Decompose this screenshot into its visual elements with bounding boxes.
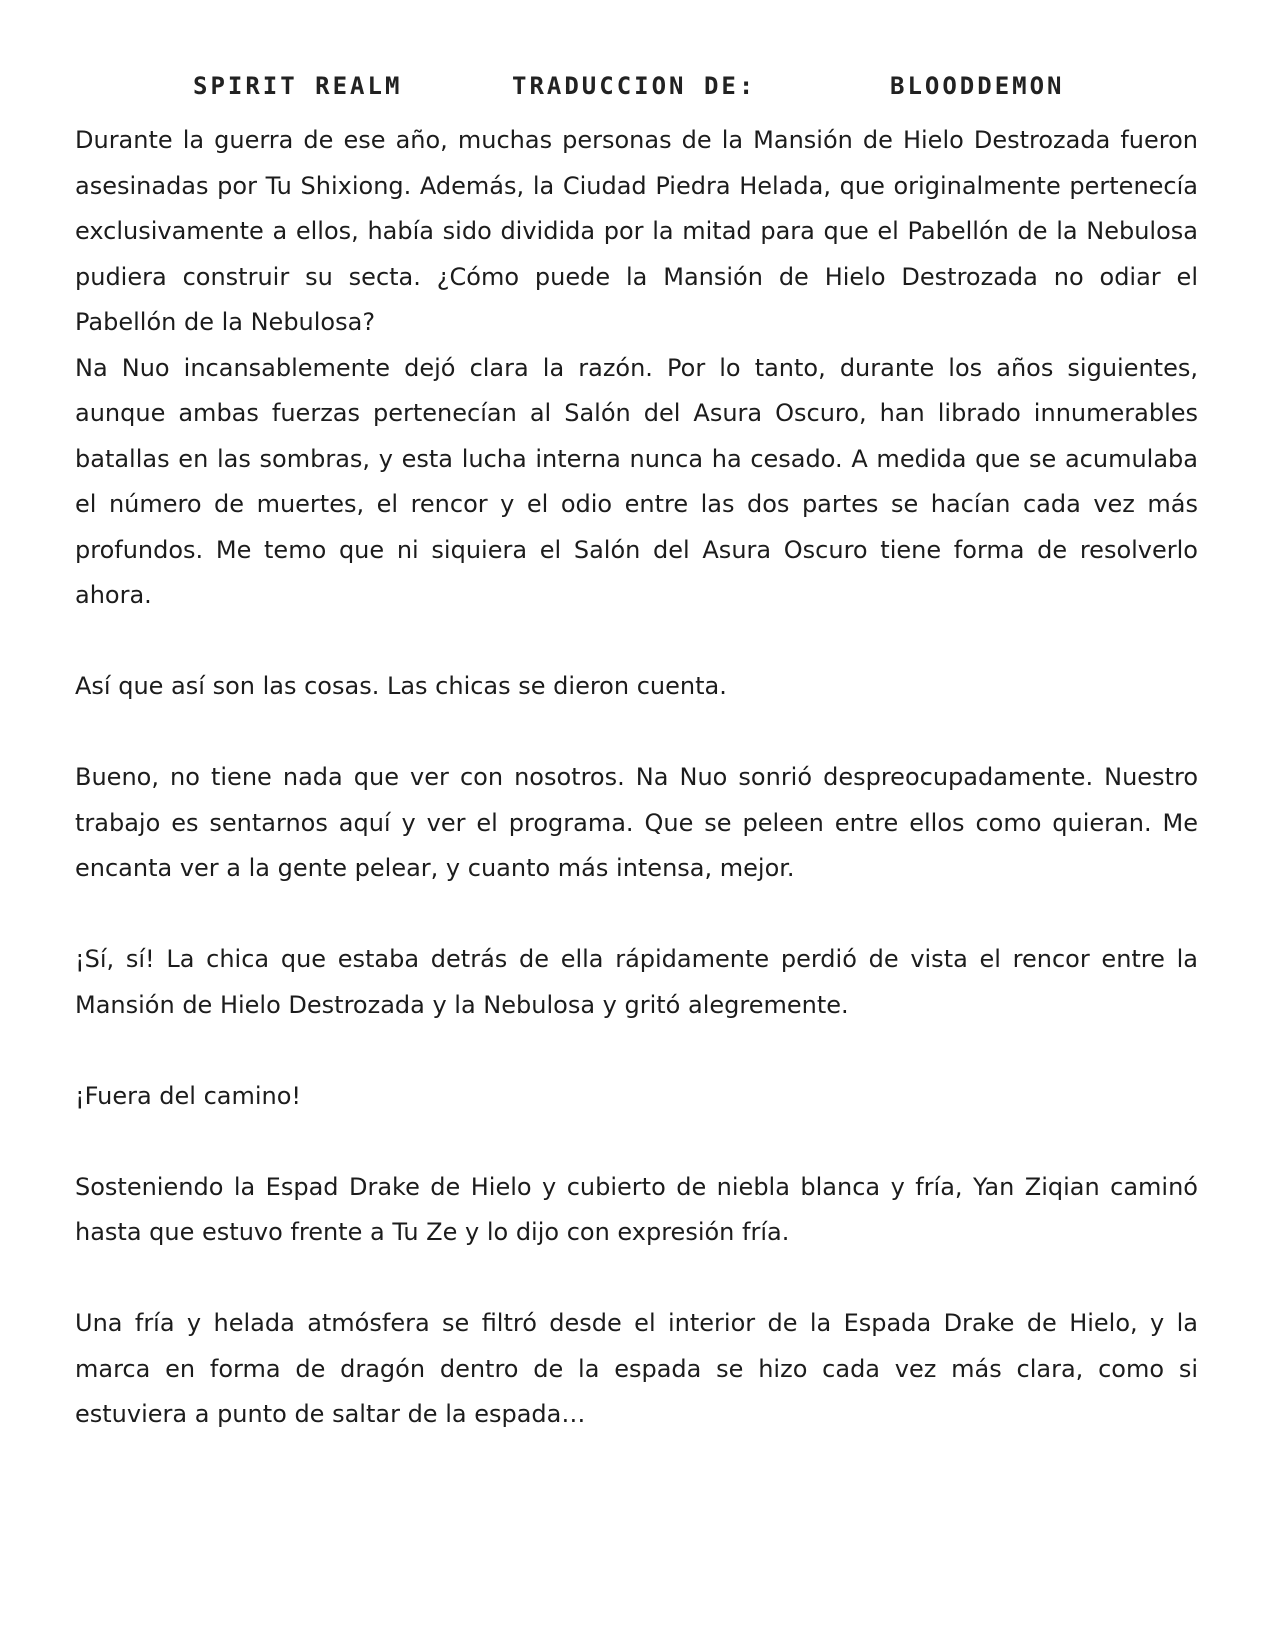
header-title: SPIRIT REALM <box>193 72 403 100</box>
paragraph: ¡Sí, sí! La chica que estaba detrás de ella rápidamente perdió de vista el rencor entre la Mansión de Hielo Destrozada y la Nebulosa y gritó alegremente. <box>75 945 1198 1019</box>
document-body <box>75 118 1198 1438</box>
paragraph: Bueno, no tiene nada que ver con nosotros. Na Nuo sonrió despreocupadamente. Nuestro trabajo es sentarnos aquí y ver el programa. Que se peleen entre ellos como quieran. Me encanta ver a la gente pelear, y cuanto más intensa, mejor. <box>75 763 1198 882</box>
page-header <box>0 72 1275 112</box>
paragraph: Así que así son las cosas. Las chicas se dieron cuenta. <box>75 672 727 700</box>
paragraph: ¡Fuera del camino! <box>75 1081 302 1110</box>
paragraph: Una fría y helada atmósfera se filtró desde el interior de la Espada Drake de Hielo, y la marca en forma de dragón dentro de la espada se hizo cada vez más clara, como si estuviera a punto de saltar de la espada… <box>75 1309 1198 1428</box>
paragraph: Sosteniendo la Espad Drake de Hielo y cubierto de niebla blanca y fría, Yan Ziqian caminó hasta que estuvo frente a Tu Ze y lo dijo con expresión fría. <box>75 1172 1198 1246</box>
header-translator: BLOODDEMON <box>890 72 1065 100</box>
paragraph: Durante la guerra de ese año, muchas personas de la Mansión de Hielo Destrozada fueron asesinadas por Tu Shixiong. Además, la Ciudad Piedra Helada, que originalmente pertenecía exclusivamente a ellos, había sido dividida por la mitad para que el Pabellón de la Nebulosa pudiera construir su secta. ¿Cómo puede la Mansión de Hielo Destrozada no odiar el Pabellón de la Nebulosa? <box>75 126 1198 336</box>
header-translation-label: TRADUCCION DE: <box>512 72 757 100</box>
paragraph: Na Nuo incansablemente dejó clara la razón. Por lo tanto, durante los años siguientes, aunque ambas fuerzas pertenecían al Salón del Asura Oscuro, han librado innumerables batallas en las sombras, y esta lucha interna nunca ha cesado. A medida que se acumulaba el número de muertes, el rencor y el odio entre las dos partes se hacían cada vez más profundos. Me temo que ni siquiera el Salón del Asura Oscuro tiene forma de resolverlo ahora. <box>75 353 1198 609</box>
